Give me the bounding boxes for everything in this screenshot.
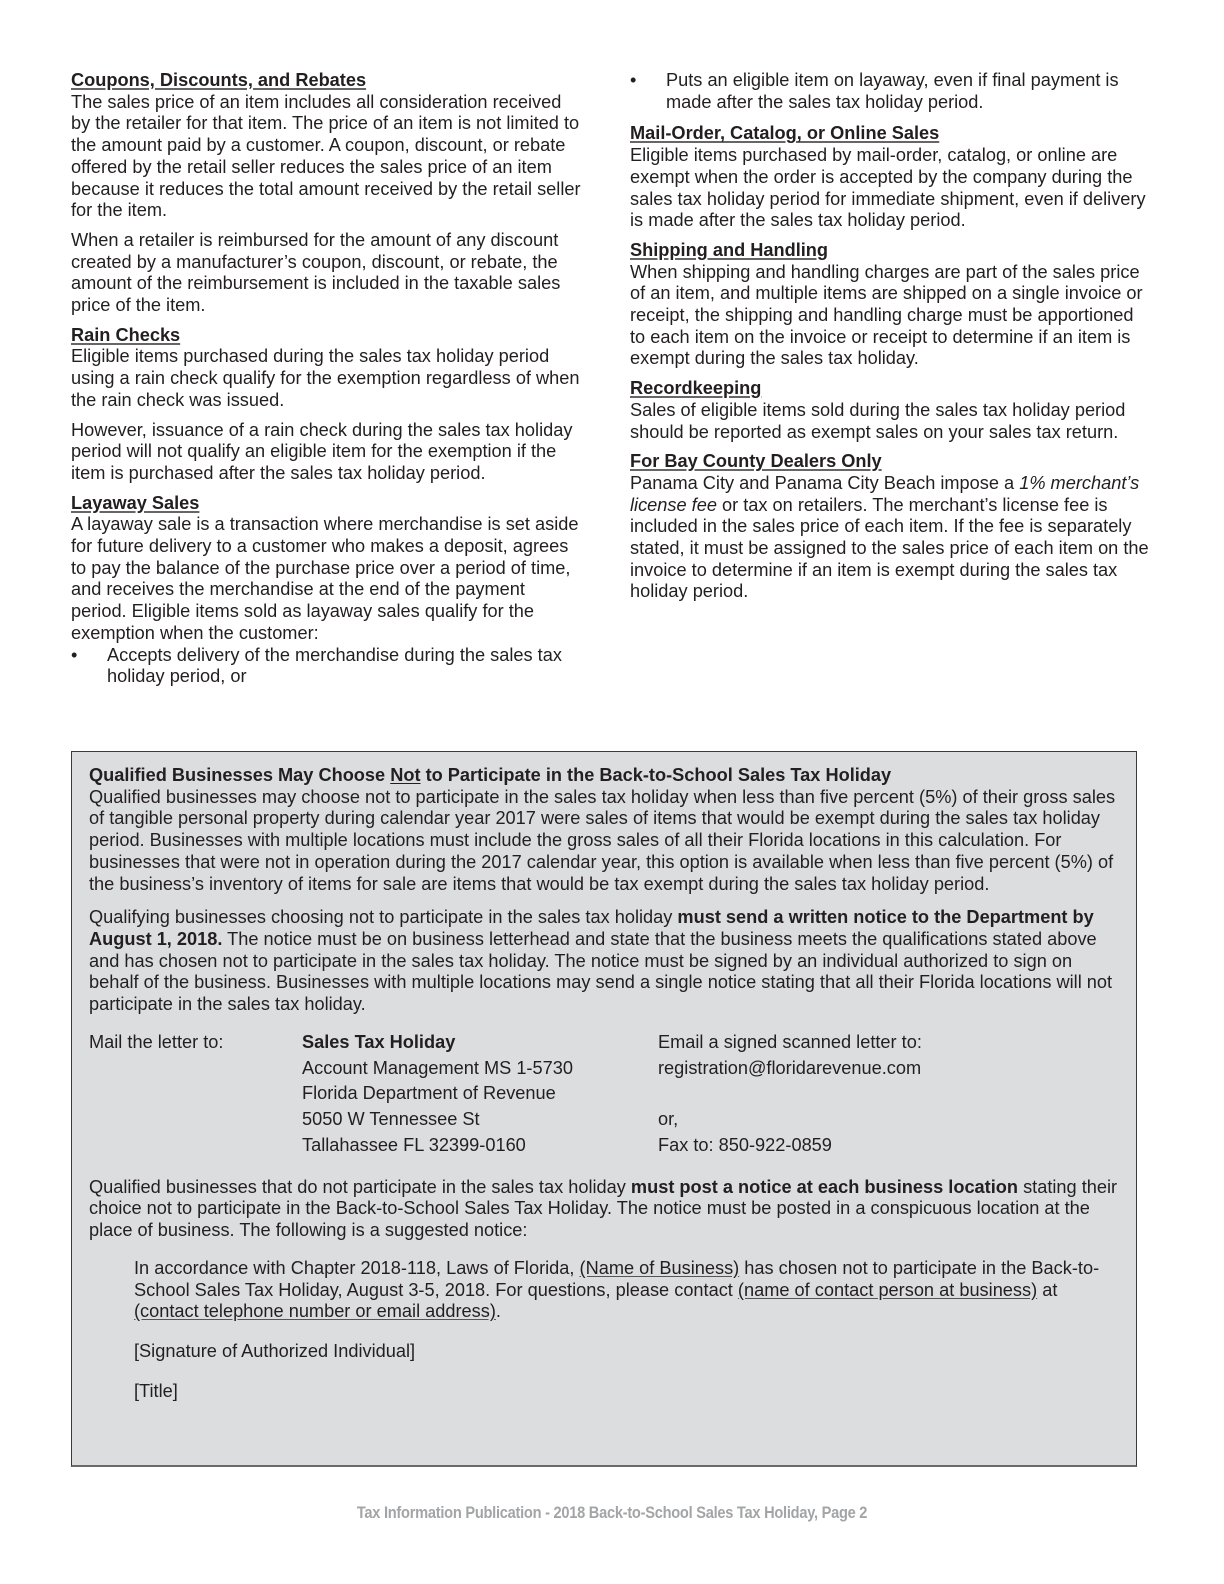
coupons-paragraph-1: The sales price of an item includes all consideration received by the retailer for that item. The price of an item is not limited to the amount paid by a customer. A coupon, discount, or rebate offered by the retail seller reduces the sales price of an item because it reduces the total amount received by the retail seller for the item. — [71, 91, 581, 221]
p3-bold: must post a notice at each business location — [630, 1176, 1019, 1197]
layaway-bullet-list — [71, 645, 583, 688]
coupons-paragraph-2: When a retailer is reimbursed for the amount of any discount created by a manufacturer’s coupon, discount, or rebate, the amount of the reimbursement is included in the taxable sales price of the item. — [71, 229, 561, 316]
list-item — [630, 70, 1150, 113]
notice-box-title — [89, 765, 1120, 787]
address-line: Tallahassee FL 32399-0160 — [302, 1134, 526, 1155]
contact-info-placeholder: (contact telephone number or email address) — [134, 1301, 496, 1322]
bay-county-text-a: Panama City and Panama City Beach impose a — [630, 472, 1020, 493]
notice-paragraph-2 — [89, 907, 1120, 1016]
mail-order-paragraph: Eligible items purchased by mail-order, catalog, or online are exempt when the order is accepted by the company during the sales tax holiday period for immediate shipment, even if delivery is made after the sales tax holiday period. — [630, 145, 1146, 231]
notice-text: . — [495, 1301, 501, 1322]
opt-out-notice-box — [71, 751, 1137, 1467]
layaway-section — [71, 493, 583, 688]
notice-paragraph-3 — [89, 1177, 1120, 1242]
notice-paragraph-1: Qualified businesses may choose not to participate in the sales tax holiday when less than five percent (5%) of their gross sales of tangible personal property during calendar year 2017 were sales of items that would be exempt during the sales tax holiday period. Businesses with multiple locations must include the gross sales of all their Florida locations in this calculation. For businesses that were not in operation during the 2017 calendar year, this option is available when less than five percent (5%) of the business’s inventory of items for sale are items that would be tax exempt during the sales tax holiday period. — [89, 786, 1116, 894]
page-footer: Tax Information Publication - 2018 Back-to-School Sales Tax Holiday, Page 2 — [356, 1503, 868, 1522]
address-line: Sales Tax Holiday — [302, 1031, 456, 1052]
coupons-section — [71, 70, 583, 317]
bullet-icon: • — [630, 70, 637, 90]
bullet-icon: • — [71, 644, 78, 665]
shipping-paragraph: When shipping and handling charges are part of the sales price of an item, and multiple items are shipped on a single invoice or receipt, the shipping and handling charge must be apportioned to each item on the invoice or receipt to determine if an item is exempt during the sales tax holiday. — [630, 261, 1143, 369]
merchant-fee-italic: 1% merchant’s license fee — [630, 472, 1140, 515]
bay-county-section — [630, 451, 1150, 603]
rain-checks-paragraph-2: However, issuance of a rain check during the sales tax holiday period will not qualify an eligible item for the exemption if the item is purchased after the sales tax holiday period. — [71, 419, 573, 483]
right-column — [630, 70, 1150, 611]
layaway-paragraph: A layaway sale is a transaction where merchandise is set aside for future delivery to a customer who makes a deposit, agrees to pay the balance of the purchase price over a period of time, and receives the merchandise at the end of the payment period. Eligible items sold as layaway sales qualify for the exemption when the customer: — [71, 514, 579, 643]
bullet-text: Puts an eligible item on layaway, even if final payment is made after the sales tax holiday period. — [666, 70, 1119, 112]
rain-checks-section — [71, 325, 583, 485]
bay-county-paragraph — [630, 473, 1150, 603]
fax-number: Fax to: 850-922-0859 — [658, 1134, 832, 1155]
left-column — [71, 70, 583, 698]
p3-text-a: Qualified businesses that do not participate in the sales tax holiday — [89, 1176, 631, 1197]
notice-text: In accordance with Chapter 2018-118, Laws of Florida, — [134, 1257, 580, 1278]
p3-text-b: stating their choice not to participate in the Back-to-School Sales Tax Holiday. The notice must be posted in a conspicuous location at the place of business. The following is a suggested notice: — [89, 1176, 1118, 1241]
title-part-b: to Participate in the Back-to-School Sales Tax Holiday — [420, 765, 892, 785]
suggested-notice-text — [134, 1258, 1120, 1323]
rain-checks-heading: Rain Checks — [71, 324, 181, 345]
layaway-heading: Layaway Sales — [71, 492, 200, 513]
rain-checks-paragraph-1: Eligible items purchased during the sales tax holiday period using a rain check qualify for the exemption regardless of when the rain check was issued. — [71, 346, 580, 410]
email-label: Email a signed scanned letter to: — [658, 1031, 922, 1052]
recordkeeping-paragraph: Sales of eligible items sold during the sales tax holiday period should be reported as exempt sales on your sales tax return. — [630, 399, 1126, 442]
shipping-heading: Shipping and Handling — [630, 239, 829, 260]
address-line: 5050 W Tennessee St — [302, 1109, 480, 1130]
list-item — [71, 645, 583, 688]
mailing-address — [302, 1030, 658, 1159]
p2-bold-deadline: must send a written notice to the Department by August 1, 2018. — [89, 907, 1094, 949]
title-not-underlined: Not — [390, 765, 421, 785]
bay-county-heading: For Bay County Dealers Only — [630, 451, 882, 472]
contact-person-placeholder: (name of contact person at business) — [737, 1279, 1038, 1300]
title-placeholder: [Title] — [134, 1380, 178, 1401]
p2-text-b: The notice must be on business letterhead and state that the business meets the qualifications stated above and has chosen not to participate in the sales tax holiday. The notice must be signed by an individual authorized to sign on behalf of the business. Businesses with multiple locations may send a single notice stating that all their Florida locations will not participate in the sales tax holiday. — [89, 928, 1113, 1015]
title-part-a: Qualified Businesses May Choose — [89, 765, 391, 785]
signature-placeholder: [Signature of Authorized Individual] — [134, 1340, 416, 1361]
mail-order-heading: Mail-Order, Catalog, or Online Sales — [630, 123, 940, 144]
mail-order-section — [630, 123, 1150, 232]
shipping-section — [630, 240, 1150, 370]
p2-text-a: Qualifying businesses choosing not to participate in the sales tax holiday — [89, 907, 678, 928]
or-label: or, — [658, 1109, 679, 1130]
coupons-heading: Coupons, Discounts, and Rebates — [71, 70, 367, 90]
suggested-notice — [134, 1258, 1120, 1403]
spacer — [658, 1081, 1058, 1107]
recordkeeping-heading: Recordkeeping — [630, 378, 762, 399]
notice-text: has chosen not to participate in the Back-to-School Sales Tax Holiday, August 3-5, 2018. For questions, please contact — [134, 1257, 1100, 1300]
recordkeeping-section — [630, 378, 1150, 443]
notice-text: at — [1037, 1279, 1058, 1300]
layaway-bullet-list-continued — [630, 70, 1150, 113]
mailing-info — [89, 1030, 1120, 1159]
address-line: Florida Department of Revenue — [302, 1083, 556, 1104]
address-line: Account Management MS 1-5730 — [302, 1057, 573, 1078]
email-address-link[interactable]: registration@floridarevenue.com — [658, 1057, 922, 1078]
name-of-business-placeholder: (Name of Business) — [579, 1257, 740, 1278]
email-fax-info — [658, 1030, 1058, 1159]
bullet-text: Accepts delivery of the merchandise during the sales tax holiday period, or — [107, 644, 562, 687]
mail-label: Mail the letter to: — [89, 1031, 224, 1052]
bay-county-text-b: or tax on retailers. The merchant’s license fee is included in the sales price of each item. If the fee is separately stated, it must be assigned to the sales price of each item on the invoice to determine if an item is exempt during the sales tax holiday period. — [630, 494, 1149, 602]
